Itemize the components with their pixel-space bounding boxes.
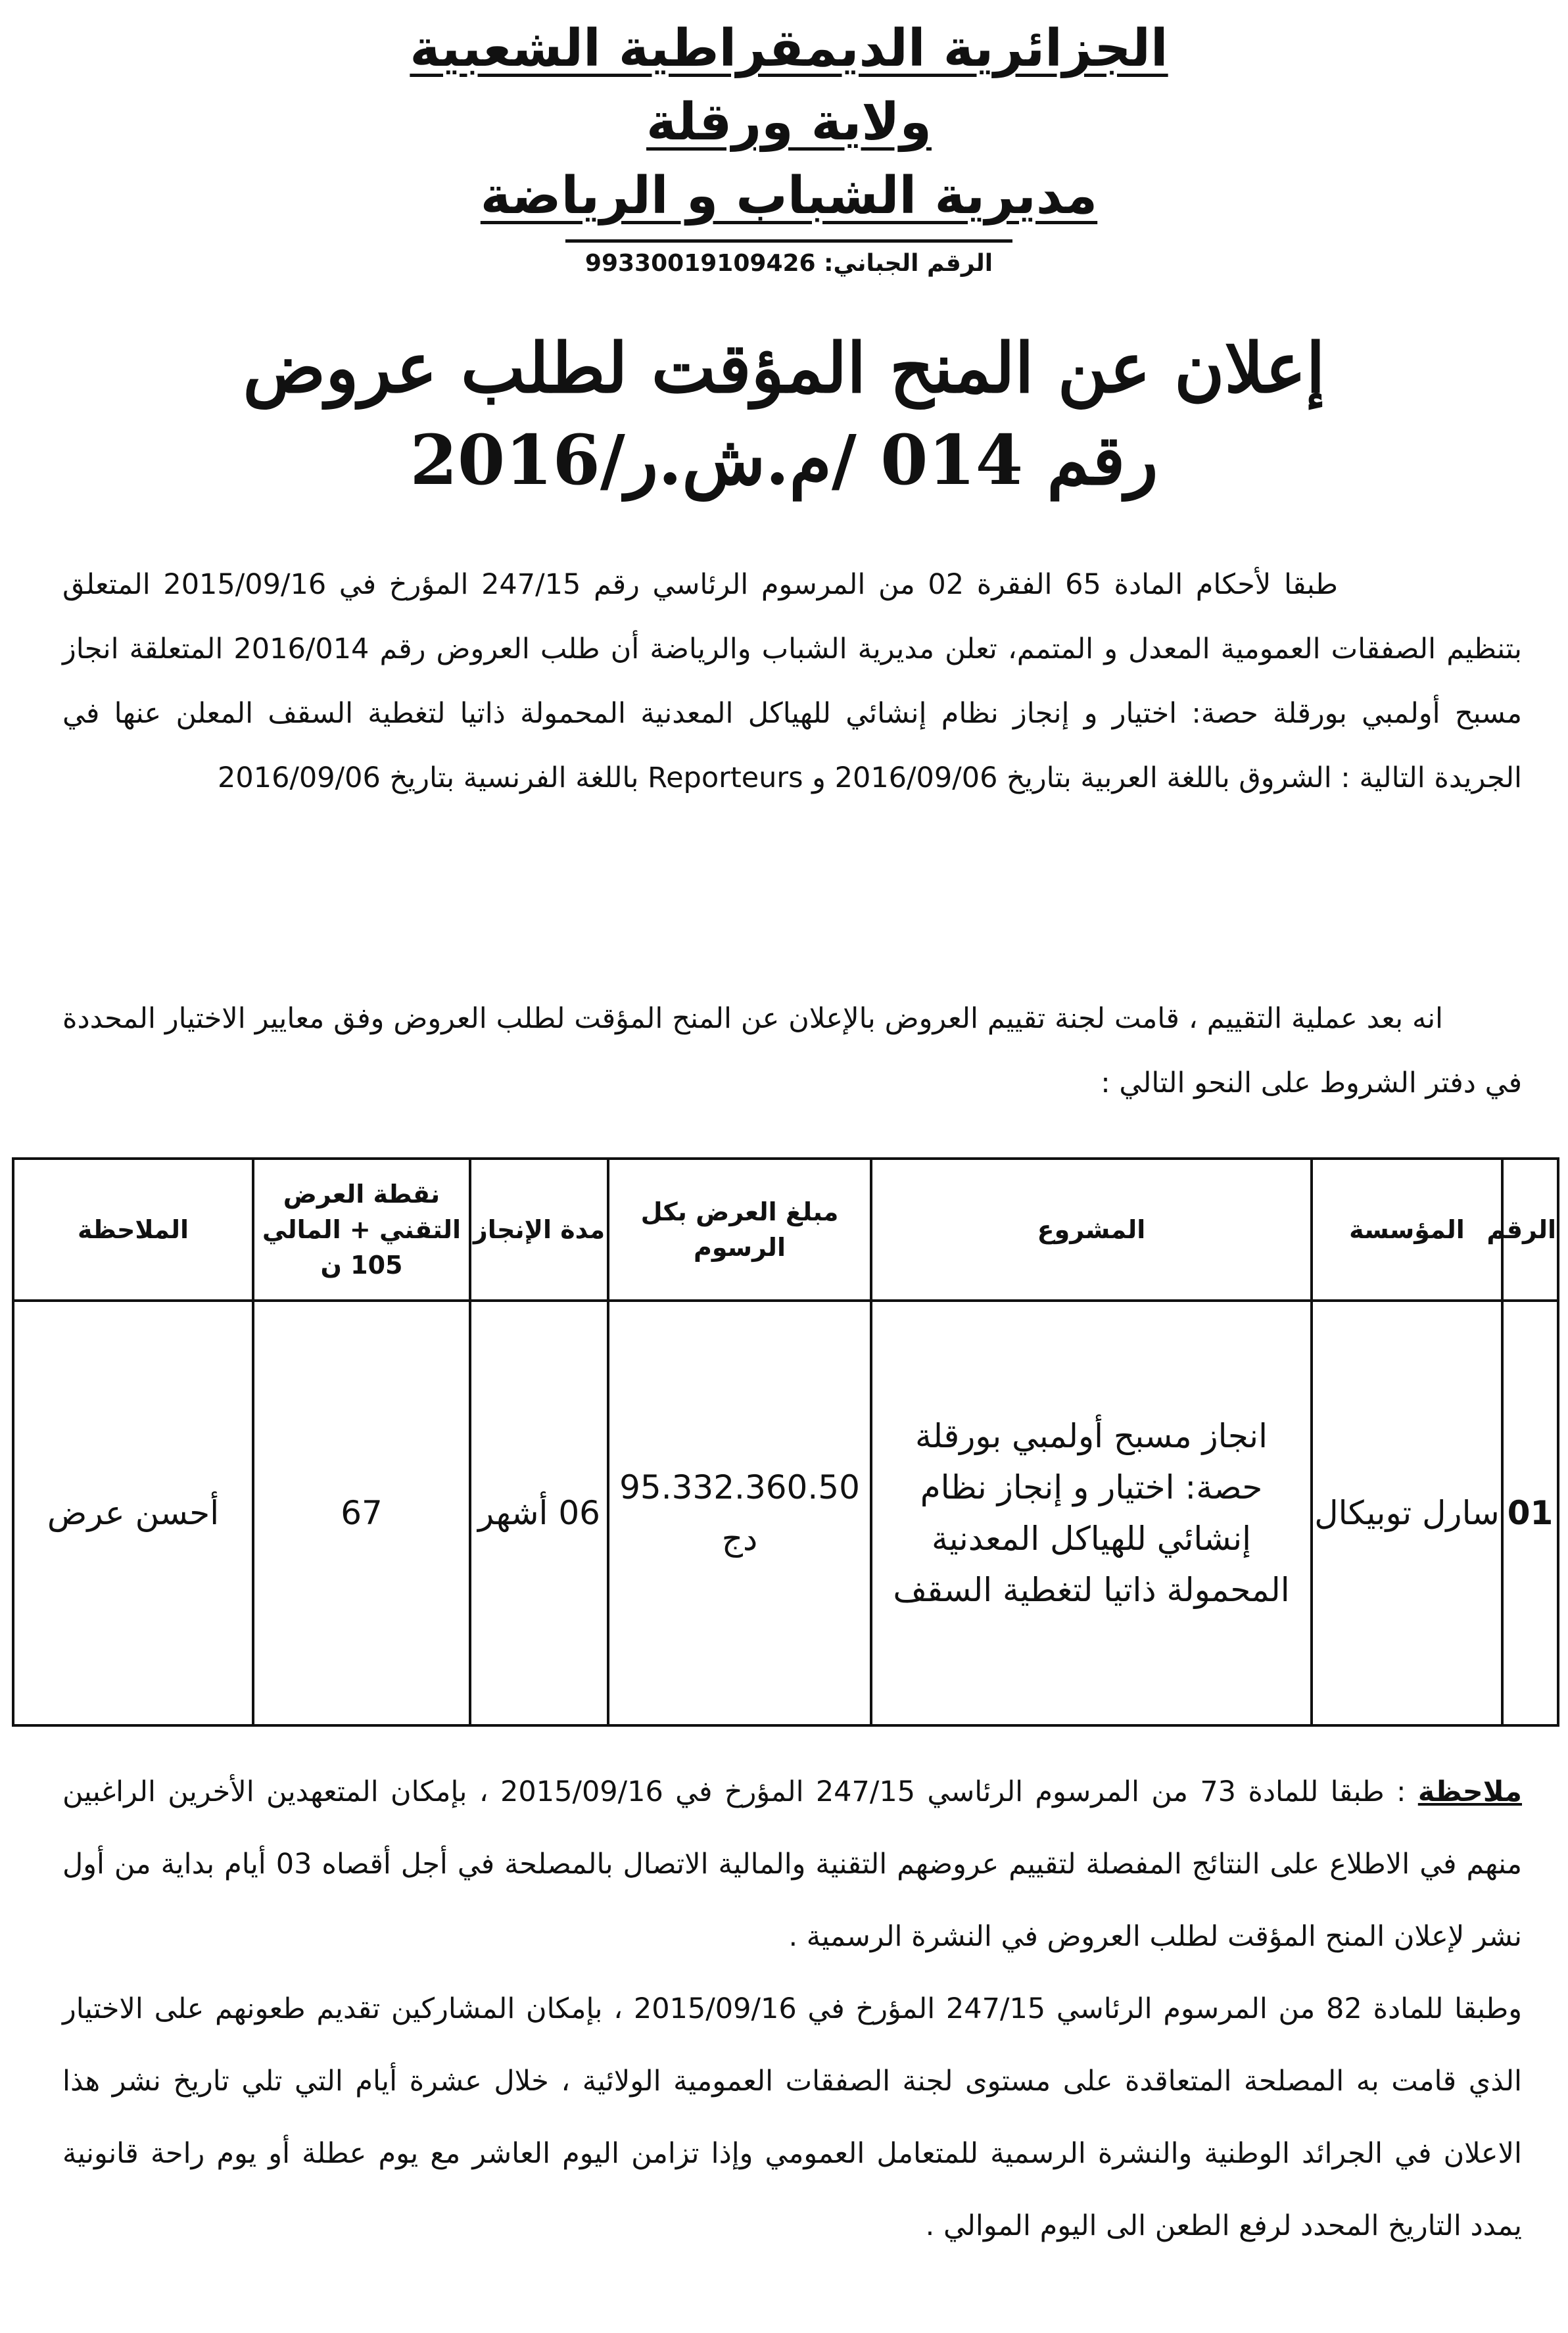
cell-duration: 06 أشهر: [470, 1301, 608, 1725]
table-header-row: [13, 1159, 1558, 1301]
header-country: الجزائرية الديمقراطية الشعبية: [410, 19, 1168, 78]
cell-number: 01: [1502, 1301, 1558, 1725]
evaluation-text: انه بعد عملية التقييم ، قامت لجنة تقييم العروض بالإعلان عن المنح المؤقت لطلب العروض وفق معايير الاختيار المحددة في دفتر الشروط على النحو التالي :: [62, 1002, 1522, 1099]
header-company: المؤسسة: [1312, 1159, 1502, 1301]
header-directorate: مديرية الشباب و الرياضة: [480, 166, 1098, 226]
table-row: [13, 1301, 1558, 1725]
note-1-text: : طبقا للمادة 73 من المرسوم الرئاسي 247/15 المؤرخ في 2015/09/16 ، بإمكان المتعهدين الأخرين الراغبين منهم في الاطلاع على النتائج المفصلة لتقييم عروضهم التقنية والمالية الاتصال بالمصلحة في أجل أقصاه 03 أيام بداية من أول نشر لإعلان المنح المؤقت لطلب العروض في النشرة الرسمية .: [62, 1775, 1523, 1953]
cell-company: سارل توبيكال: [1312, 1301, 1502, 1725]
header-wilaya: ولاية ورقلة: [646, 93, 932, 152]
evaluation-paragraph: [62, 986, 1522, 1115]
cell-remark: أحسن عرض: [13, 1301, 253, 1725]
cell-score: 67: [253, 1301, 470, 1725]
cell-amount: 95.332.360.50 دج: [608, 1301, 871, 1725]
announcement-title: إعلان عن المنح المؤقت لطلب عروض: [243, 327, 1325, 408]
note-1: [62, 1756, 1522, 1973]
intro-text: طبقا لأحكام المادة 65 الفقرة 02 من المرسوم الرئاسي رقم 247/15 المؤرخ في 2015/09/16 المتعلق بتنظيم الصفقات العمومية المعدل و المتمم، تعلن مديرية الشباب والرياضة أن طلب العروض رقم 2016/014 المتعلقة انجاز مسبح أولمبي بورقلة حصة: اختيار و إنجاز نظام إنشائي للهياكل المعدنية المحمولة ذاتيا لتغطية السقف المعلن عنها في الجريدة التالية : الشروق باللغة العربية بتاريخ 2016/09/06 و Reporteurs باللغة الفرنسية بتاريخ 2016/09/06: [62, 568, 1522, 794]
cell-project: انجاز مسبح أولمبي بورقلة حصة: اختيار و إنجاز نظام إنشائي للهياكل المعدنية المحمولة ذاتيا لتغطية السقف: [871, 1301, 1312, 1725]
announcement-number: رقم 014 /م.ش.ر/2016: [410, 420, 1158, 500]
tax-id: الرقم الجباني: 99330019109426: [565, 239, 1012, 282]
results-table: [12, 1157, 1559, 1727]
header-amount: مبلغ العرض بكل الرسوم: [608, 1159, 871, 1301]
notes-section: [62, 1756, 1522, 2262]
header-remark: الملاحظة: [13, 1159, 253, 1301]
header-project: المشروع: [871, 1159, 1312, 1301]
header-duration: مدة الإنجاز: [470, 1159, 608, 1301]
document-header: [404, 12, 1174, 282]
header-score: نقطة العرض التقني + المالي 105 ن: [253, 1159, 470, 1301]
note-label: ملاحظة: [1417, 1775, 1523, 1808]
note-2: وطبقا للمادة 82 من المرسوم الرئاسي 247/15 المؤرخ في 2015/09/16 ، بإمكان المشاركين تقديم طعونهم على الاختيار الذي قامت به المصلحة المتعاقدة على مستوى لجنة الصفقات العمومية الولائية ، خلال عشرة أيام التي تلي تاريخ نشر هذا الاعلان في الجرائد الوطنية والنشرة الرسمية للمتعامل العمومي وإذا تزامن اليوم العاشر مع يوم عطلة أو يوم راحة قانونية يمدد التاريخ المحدد لرفع الطعن الى اليوم الموالي .: [62, 1992, 1523, 2242]
intro-paragraph: [62, 552, 1522, 810]
header-number: الرقم: [1502, 1159, 1558, 1301]
